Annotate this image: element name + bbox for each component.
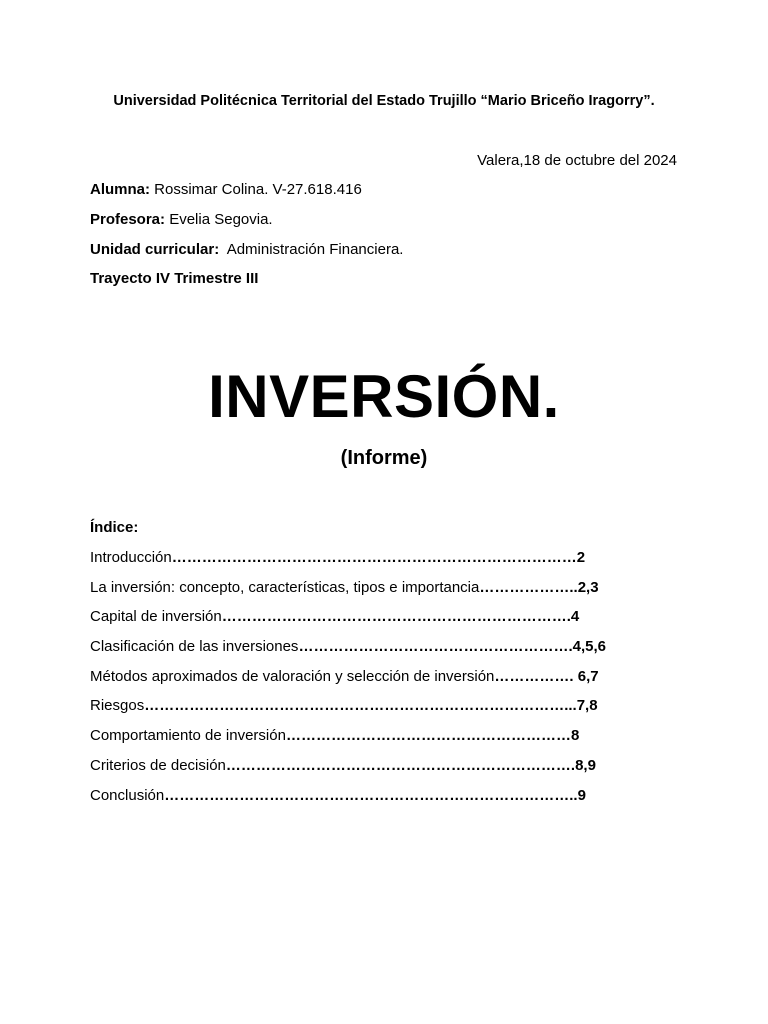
toc-entry-text: Comportamiento de inversión bbox=[90, 727, 286, 745]
place-and-date: Valera,18 de octubre del 2024 bbox=[477, 152, 677, 169]
toc-entry bbox=[90, 757, 690, 787]
course-line bbox=[90, 241, 403, 258]
professor-value: Evelia Segovia. bbox=[165, 211, 273, 228]
term-label: Trayecto IV Trimestre III bbox=[90, 270, 259, 287]
toc-entry-page: 2 bbox=[576, 549, 586, 566]
toc-entry bbox=[90, 579, 690, 609]
toc-entry-leader: ……………….. bbox=[479, 578, 578, 596]
toc-entry bbox=[90, 638, 690, 668]
index-heading: Índice: bbox=[90, 519, 139, 536]
toc-entry-leader: ………………………………………………… bbox=[285, 727, 571, 745]
toc-entry-text: Conclusión bbox=[90, 786, 165, 804]
term-line bbox=[90, 270, 258, 287]
institution-name: Universidad Politécnica Territorial del Estado Trujillo “Mario Briceño Iragorry”. bbox=[113, 93, 655, 109]
toc-entry-text: Criterios de decisión bbox=[90, 756, 226, 774]
toc-entry-page: 2,3 bbox=[577, 578, 599, 596]
toc-entry-leader: ………………………………………………. bbox=[298, 638, 573, 656]
toc-entry-text: Métodos aproximados de valoración y selección de inversión bbox=[90, 667, 495, 685]
toc-entry-leader: ……………………………………………………………………… bbox=[171, 549, 577, 566]
toc-entry-text: Capital de inversión bbox=[90, 608, 222, 626]
toc-entry-page: 4 bbox=[570, 608, 580, 626]
course-label: Unidad curricular: bbox=[90, 241, 220, 258]
toc-entry-text: Clasificación de las inversiones bbox=[90, 638, 299, 656]
toc-entry-leader: ……………………………………………………………. bbox=[221, 608, 571, 626]
toc-entry-page: 7,8 bbox=[576, 697, 598, 715]
toc-entry bbox=[90, 727, 690, 757]
student-value: Rossimar Colina. V-27.618.416 bbox=[150, 181, 362, 198]
toc-entry bbox=[90, 787, 690, 817]
toc-entry-leader: …………………………………………………………………………... bbox=[144, 697, 577, 715]
toc-entry bbox=[90, 549, 690, 579]
student-line bbox=[90, 181, 362, 198]
toc-entry-text: Introducción bbox=[90, 549, 172, 566]
student-label: Alumna: bbox=[90, 181, 150, 198]
professor-label: Profesora: bbox=[90, 211, 166, 228]
toc-entry-text: Riesgos bbox=[90, 697, 145, 715]
toc-entry-page: 9 bbox=[577, 786, 586, 804]
toc-entry-page: 8,9 bbox=[575, 756, 596, 774]
toc-entry-leader: ……………………………………………………………………….. bbox=[164, 786, 578, 804]
toc-entry bbox=[90, 697, 690, 727]
toc-entry-page: 6,7 bbox=[577, 667, 599, 685]
course-value: Administración Financiera. bbox=[219, 241, 404, 258]
toc-entry-page: 8 bbox=[570, 727, 580, 745]
table-of-contents bbox=[90, 549, 690, 816]
toc-entry-leader: ……………. bbox=[494, 667, 578, 685]
toc-entry-leader: ……………………………………………………………. bbox=[225, 756, 576, 774]
document-subtitle: (Informe) bbox=[340, 447, 428, 469]
toc-entry-text: La inversión: concepto, características, tipos e importancia bbox=[90, 578, 480, 596]
toc-entry bbox=[90, 668, 690, 698]
toc-entry bbox=[90, 608, 690, 638]
toc-entry-page: 4,5,6 bbox=[572, 638, 606, 656]
document-title: INVERSIÓN. bbox=[208, 363, 560, 430]
professor-line bbox=[90, 211, 273, 228]
